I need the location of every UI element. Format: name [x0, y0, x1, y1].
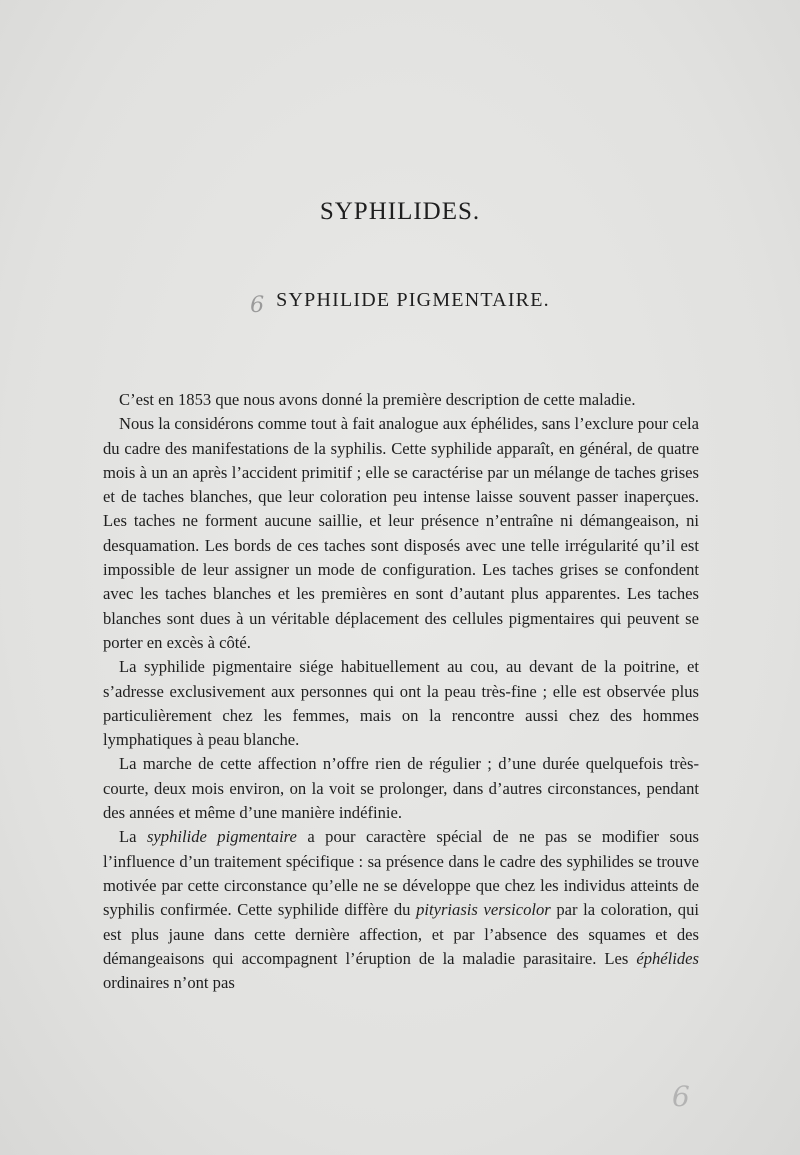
italic-term: pityriasis versicolor	[416, 900, 551, 920]
section-heading	[0, 287, 800, 318]
bleed-through-texture	[300, 60, 740, 200]
paragraph-4: La marche de cette affection n’offre rien de régulier ; d’une durée quelquefois très-courte, deux mois environ, on la voit se prolonger, dans d’autres circonstances, pendant des années et même d’une manière indéfinie.	[103, 754, 699, 823]
paragraph-1: C’est en 1853 que nous avons donné la première description de cette maladie.	[119, 390, 636, 409]
body-text	[103, 388, 699, 995]
section-title: SYPHILIDE PIGMENTAIRE.	[276, 289, 550, 311]
paragraph-5: La syphilide pigmentaire a pour caractère spécial de ne pas se modifier sous l’influence d’un traitement spécifique : sa présence dans le cadre des syphilides se trouve motivée par cette circonstance qu’elle ne se développe que chez les individus atteints de syphilis confirmée. Cette syphilide diffère du pityriasis versicolor par la coloration, qui est plus jaune dans cette dernière affection, et par l’absence des squames et des démangeaisons qui accompagnent l’éruption de la maladie parasitaire. Les éphélides ordinaires n’ont pas	[103, 827, 699, 993]
paragraph-3: La syphilide pigmentaire siége habituellement au cou, au devant de la poitrine, et s’adresse exclusivement aux personnes qui ont la peau très-fine ; elle est observée plus particulièrement chez les femmes, mais on la rencontre aussi chez des hommes lymphatiques à peau blanche.	[103, 657, 699, 750]
italic-term: éphélides	[636, 948, 699, 968]
italic-term: syphilide pigmentaire	[146, 827, 297, 847]
paragraph-2: Nous la considérons comme tout à fait analogue aux éphélides, sans l’exclure pour cela du cadre des manifestations de la syphilis. Cette syphilide apparaît, en général, de quatre mois à un an après l’accident primitif ; elle se caractérise par un mélange de taches grises et de taches blanches, que leur coloration peu intense laisse souvent passer inaperçues. Les taches ne forment aucune saillie, et leur présence n’entraîne ni démangeaison, ni desquamation. Les bords de ces taches sont disposés avec une telle irrégularité qu’il est impossible de leur assigner un mode de configuration. Les taches grises se confondent avec les taches blanches et les premières en sont d’autant plus apparentes. Les taches blanches sont dues à un véritable déplacement des cellules pigmentaires qui peuvent se porter en excès à côté.	[103, 414, 699, 652]
page-title: SYPHILIDES.	[319, 198, 481, 225]
handwritten-page-mark: 6	[672, 1080, 690, 1113]
handwritten-section-number: 6	[250, 293, 265, 318]
